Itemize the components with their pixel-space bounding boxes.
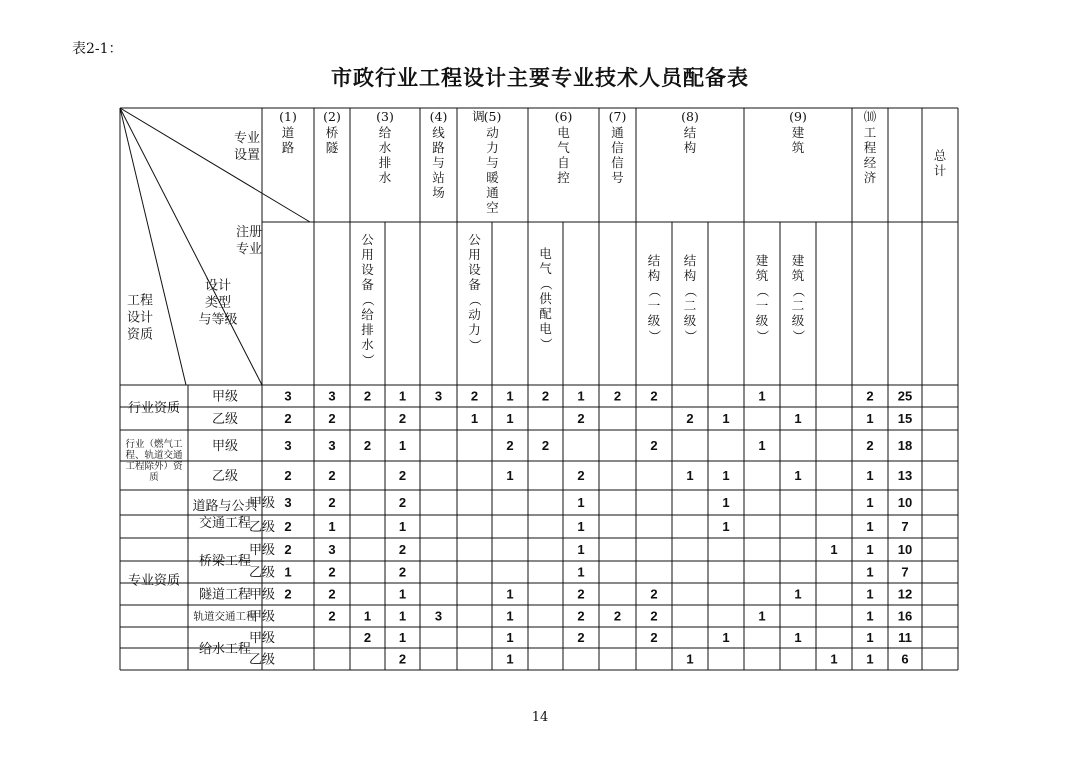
table-cell-value: 25 [897, 388, 913, 404]
grade-label: 乙级 [248, 520, 276, 535]
vertical-char: 排 [361, 322, 374, 337]
table-cell-value: 3 [434, 608, 443, 624]
vertical-char: 构 [683, 268, 697, 283]
major-number: (6) [554, 109, 573, 124]
table-cell-value: 2 [613, 608, 622, 624]
vertical-char: ） [791, 329, 806, 343]
table-cell-value: 18 [897, 438, 913, 453]
grade-label: 乙级 [211, 469, 239, 484]
vertical-char: 总 [933, 148, 947, 163]
vertical-char: 公 [361, 232, 374, 247]
table-cell-value: 1 [866, 651, 874, 667]
table-cell-value: 2 [284, 411, 292, 426]
vertical-char: 筑 [791, 140, 805, 155]
major-number: ⑽ [863, 109, 877, 124]
table-title: 市政行业工程设计主要专业技术人员配备表 [331, 65, 749, 90]
subgroup-rail: 轨道交通工程 [193, 610, 257, 623]
table-cell-value: 3 [284, 438, 292, 453]
corner-registered-specialty: 注册专业 [235, 225, 263, 258]
subgroup-road-transit: 道路与公共交通工程 [192, 499, 258, 532]
table-cell-value: 3 [328, 542, 336, 557]
vertical-char: 程 [863, 140, 877, 155]
vertical-char: 用 [468, 247, 481, 262]
vertical-char: 水 [378, 140, 392, 155]
vertical-char: 设 [361, 262, 374, 277]
vertical-char: 级 [683, 313, 697, 328]
vertical-char: 场 [432, 185, 445, 200]
vertical-char: 水 [361, 337, 374, 352]
table-cell-value: 2 [650, 438, 658, 453]
grade-label: 甲级 [248, 543, 276, 558]
table-cell-value: 1 [794, 468, 802, 483]
registered-specialty [468, 232, 483, 351]
vertical-char: 信 [611, 155, 624, 170]
table-cell-value: 1 [398, 519, 407, 534]
table-cell-value: 1 [866, 564, 874, 580]
table-cell-value: 2 [577, 468, 585, 483]
table-cell-value: 2 [398, 468, 407, 483]
vertical-char: 动 [486, 125, 499, 140]
table-cell-value: 13 [897, 468, 913, 483]
table-cell-value: 1 [794, 586, 802, 602]
table-cell-value: 6 [901, 651, 909, 667]
major-name [792, 125, 805, 155]
major-number: (3) [376, 109, 394, 124]
vertical-char: 建 [791, 125, 805, 140]
table-cell-value: 2 [363, 630, 372, 645]
grade-label: 甲级 [248, 496, 276, 511]
grade-label: 乙级 [248, 652, 276, 668]
table-cell-value: 11 [898, 630, 912, 645]
vertical-char: （ [683, 284, 698, 298]
vertical-char: 济 [863, 170, 877, 185]
table-cell-value: 2 [284, 586, 292, 602]
vertical-char: ） [647, 329, 662, 343]
vertical-char: ） [538, 337, 554, 351]
page-number: 14 [531, 710, 549, 725]
table-cell-value: 2 [866, 438, 874, 453]
table-label: 表2-1： [72, 41, 123, 57]
major-number: (8) [681, 109, 699, 124]
table-cell-value: 2 [328, 468, 336, 483]
table-cell-value: 2 [866, 388, 874, 404]
vertical-char: ） [755, 329, 770, 343]
table-cell-value: 2 [577, 411, 585, 426]
vertical-char: 路 [281, 140, 295, 155]
table-cell-value: 2 [328, 608, 336, 624]
table-cell-value: 1 [866, 495, 874, 510]
major-name [611, 125, 624, 185]
table-cell-value: 10 [897, 542, 913, 557]
table-cell-value: 1 [794, 630, 802, 645]
table-cell-value: 2 [541, 438, 550, 453]
major-name [379, 125, 392, 185]
major-name [432, 125, 445, 200]
table-cell-value: 1 [506, 388, 514, 404]
table-cell-value: 1 [722, 630, 730, 645]
vertical-char: （ [791, 284, 806, 298]
vertical-char: 备 [361, 277, 374, 292]
table-cell-value: 2 [398, 495, 407, 510]
table-cell-value: 2 [328, 411, 336, 426]
vertical-char: 空 [486, 200, 499, 215]
vertical-char: 二 [791, 298, 805, 313]
major-name [684, 125, 697, 155]
table-cell-value: 1 [506, 411, 514, 426]
registered-specialty [361, 232, 376, 366]
vertical-char: （ [647, 284, 662, 298]
table-cell-value: 2 [284, 519, 292, 534]
table-cell-value: 2 [613, 388, 622, 404]
vertical-char: 配 [539, 306, 552, 321]
vertical-char: 路 [432, 140, 445, 155]
table-cell-value: 2 [506, 438, 514, 453]
table-cell-value: 16 [897, 608, 913, 624]
table-cell-value: 3 [284, 495, 292, 510]
table-cell-value: 2 [398, 411, 407, 426]
vertical-char: 筑 [755, 268, 769, 283]
table-cell-value: 2 [650, 630, 658, 645]
grade-label: 甲级 [248, 587, 276, 603]
table-cell-value: 10 [897, 495, 913, 510]
table-cell-value: 1 [470, 411, 479, 426]
registered-specialty [539, 246, 554, 350]
table-cell-value: 1 [577, 564, 585, 580]
vertical-char: （ [360, 293, 376, 307]
vertical-char: 气 [539, 261, 552, 276]
vertical-char: 排 [378, 155, 392, 170]
subgroup-tunnel: 隧道工程 [198, 587, 252, 603]
vertical-char: 备 [468, 277, 481, 292]
registered-specialty [755, 253, 770, 342]
table-cell-value: 3 [434, 388, 443, 404]
major-number: (1) [279, 109, 297, 124]
vertical-char: 电 [557, 125, 570, 140]
vertical-char: 结 [647, 253, 661, 268]
vertical-char: 设 [468, 262, 481, 277]
subgroup-water: 给水工程 [198, 642, 252, 658]
table-cell-value: 1 [722, 495, 730, 510]
table-cell-value: 1 [577, 519, 585, 534]
corner-design-type-grade: 设计类型与等级 [198, 278, 238, 328]
table-cell-value: 1 [866, 608, 874, 624]
table-cell-value: 1 [866, 586, 874, 602]
subgroup-bridge: 桥梁工程 [198, 554, 252, 570]
table-cell-value: 1 [794, 411, 802, 426]
major-char-extra: 调 [472, 109, 485, 124]
table-cell-value: 1 [866, 542, 874, 557]
vertical-char: 与 [486, 155, 499, 170]
table-cell-value: 1 [398, 388, 407, 404]
table-cell-value: 2 [650, 388, 658, 404]
table-cell-value: 2 [363, 438, 372, 453]
registered-specialty [683, 253, 698, 342]
table-cell-value: 2 [328, 495, 336, 510]
table-cell-value: 1 [686, 468, 694, 483]
table-cell-value: 3 [284, 388, 292, 404]
vertical-char: 给 [361, 307, 374, 322]
vertical-char: 水 [378, 170, 392, 185]
major-number: (7) [608, 109, 627, 124]
vertical-char: 电 [539, 246, 552, 261]
major-number: (5) [483, 109, 502, 124]
vertical-char: 电 [539, 321, 552, 336]
grade-label: 乙级 [211, 412, 239, 427]
table-cell-value: 1 [758, 388, 766, 404]
table-cell-value: 2 [398, 542, 407, 557]
grade-label: 甲级 [248, 609, 276, 625]
major-name [326, 125, 339, 155]
vertical-char: 通 [486, 185, 499, 200]
vertical-char: 站 [432, 170, 445, 185]
vertical-char: 计 [933, 163, 947, 178]
table-cell-value: 1 [398, 630, 407, 645]
table-cell-value: 1 [506, 651, 514, 667]
vertical-char: 经 [863, 155, 877, 170]
vertical-char: 动 [468, 307, 481, 322]
vertical-char: ） [683, 329, 698, 343]
vertical-char: 公 [468, 232, 481, 247]
table-cell-value: 2 [577, 630, 585, 645]
table-cell-value: 1 [830, 651, 838, 667]
vertical-char: 通 [611, 125, 624, 140]
table-cell-value: 2 [398, 651, 407, 667]
vertical-char: 建 [755, 253, 769, 268]
table-cell-value: 2 [650, 586, 658, 602]
vertical-char: 结 [683, 253, 697, 268]
vertical-char: 道 [281, 125, 295, 140]
table-cell-value: 1 [398, 586, 407, 602]
vertical-char: 构 [683, 140, 697, 155]
table-cell-value: 3 [328, 438, 336, 453]
vertical-char: 与 [432, 155, 445, 170]
table-cell-value: 1 [506, 630, 514, 645]
grade-label: 甲级 [211, 389, 239, 405]
vertical-char: 给 [378, 125, 392, 140]
vertical-char: ） [467, 338, 483, 352]
vertical-char: 隧 [325, 140, 339, 155]
table-cell-value: 2 [284, 542, 292, 557]
vertical-char: 一 [755, 298, 769, 313]
vertical-char: 筑 [791, 268, 805, 283]
table-cell-value: 2 [398, 564, 407, 580]
table-cell-value: 1 [577, 495, 585, 510]
major-name [486, 125, 499, 215]
table-cell-value: 2 [577, 608, 585, 624]
grade-label: 乙级 [248, 565, 276, 581]
group-industry: 行业资质 [127, 401, 181, 417]
table-cell-value: 2 [328, 586, 336, 602]
group-industry-except: 行业（燃气工程、轨道交通工程除外）资质 [125, 438, 183, 483]
vertical-char: 桥 [325, 125, 339, 140]
vertical-char: 一 [647, 298, 661, 313]
table-cell-value: 1 [506, 468, 514, 483]
table-cell-value: 15 [897, 411, 913, 426]
corner-diagonal [120, 108, 186, 385]
vertical-char: 级 [755, 313, 769, 328]
grade-label: 甲级 [248, 631, 276, 646]
table-cell-value: 1 [328, 519, 336, 534]
vertical-char: ） [360, 353, 376, 367]
major-number: (2) [323, 109, 341, 124]
table-cell-value: 12 [897, 586, 913, 602]
major-name [282, 125, 295, 155]
registered-specialty [791, 253, 806, 342]
vertical-char: 级 [791, 313, 805, 328]
table-cell-value: 1 [577, 388, 585, 404]
vertical-char: 工 [863, 125, 877, 140]
vertical-char: （ [538, 277, 554, 291]
vertical-char: 用 [361, 247, 374, 262]
vertical-char: 气 [557, 140, 570, 155]
vertical-char: （ [755, 284, 770, 298]
vertical-char: 力 [468, 322, 481, 337]
major-number: (4) [429, 109, 448, 124]
table-cell-value: 2 [284, 468, 292, 483]
vertical-char: 结 [683, 125, 697, 140]
table-cell-value: 1 [722, 411, 730, 426]
corner-qualification: 工程设计资质 [126, 293, 154, 343]
table-cell-value: 1 [363, 608, 372, 624]
table-cell-value: 2 [363, 388, 372, 404]
major-number: (9) [789, 109, 807, 124]
vertical-char: 线 [432, 125, 445, 140]
table-cell-value: 7 [901, 564, 909, 580]
vertical-char: （ [467, 293, 483, 307]
group-specialty: 专业资质 [127, 573, 181, 589]
table-cell-value: 2 [328, 564, 336, 580]
vertical-char: 自 [557, 155, 570, 170]
table-cell-value: 1 [866, 519, 874, 534]
vertical-char: 级 [647, 313, 661, 328]
vertical-char: 号 [611, 170, 624, 185]
table-cell-value: 2 [577, 586, 585, 602]
table-cell-value: 1 [866, 411, 874, 426]
table-cell-value: 1 [284, 564, 292, 580]
vertical-char: 控 [557, 170, 570, 185]
table-cell-value: 1 [722, 519, 730, 534]
table-cell-value: 1 [506, 586, 514, 602]
table-cell-value: 1 [506, 608, 514, 624]
table-cell-value: 2 [470, 388, 479, 404]
vertical-char: 构 [647, 268, 661, 283]
table-cell-value: 1 [758, 438, 766, 453]
vertical-char: 力 [486, 140, 499, 155]
table-cell-value: 1 [866, 630, 874, 645]
table-cell-value: 1 [830, 542, 838, 557]
vertical-char: 供 [539, 291, 552, 306]
table-cell-value: 1 [866, 468, 874, 483]
corner-specialty-setting: 专业设置 [233, 131, 261, 164]
table-cell-value: 1 [758, 608, 766, 624]
table-cell-value: 1 [398, 608, 407, 624]
table-cell-value: 7 [901, 519, 909, 534]
major-name [864, 125, 877, 185]
table-cell-value: 1 [686, 651, 694, 667]
grade-label: 甲级 [211, 439, 239, 454]
vertical-char: 建 [791, 253, 805, 268]
vertical-char: 信 [611, 140, 624, 155]
table-cell-value: 2 [686, 411, 694, 426]
table-cell-value: 2 [541, 388, 550, 404]
table-cell-value: 2 [650, 608, 658, 624]
major-name [557, 125, 570, 185]
table-cell-value: 1 [722, 468, 730, 483]
vertical-char: 二 [683, 298, 697, 313]
vertical-char: 暖 [486, 170, 499, 185]
table-cell-value: 3 [328, 388, 336, 404]
table-cell-value: 1 [577, 542, 585, 557]
registered-specialty [647, 253, 662, 342]
total-header [934, 148, 947, 178]
table-cell-value: 1 [398, 438, 407, 453]
